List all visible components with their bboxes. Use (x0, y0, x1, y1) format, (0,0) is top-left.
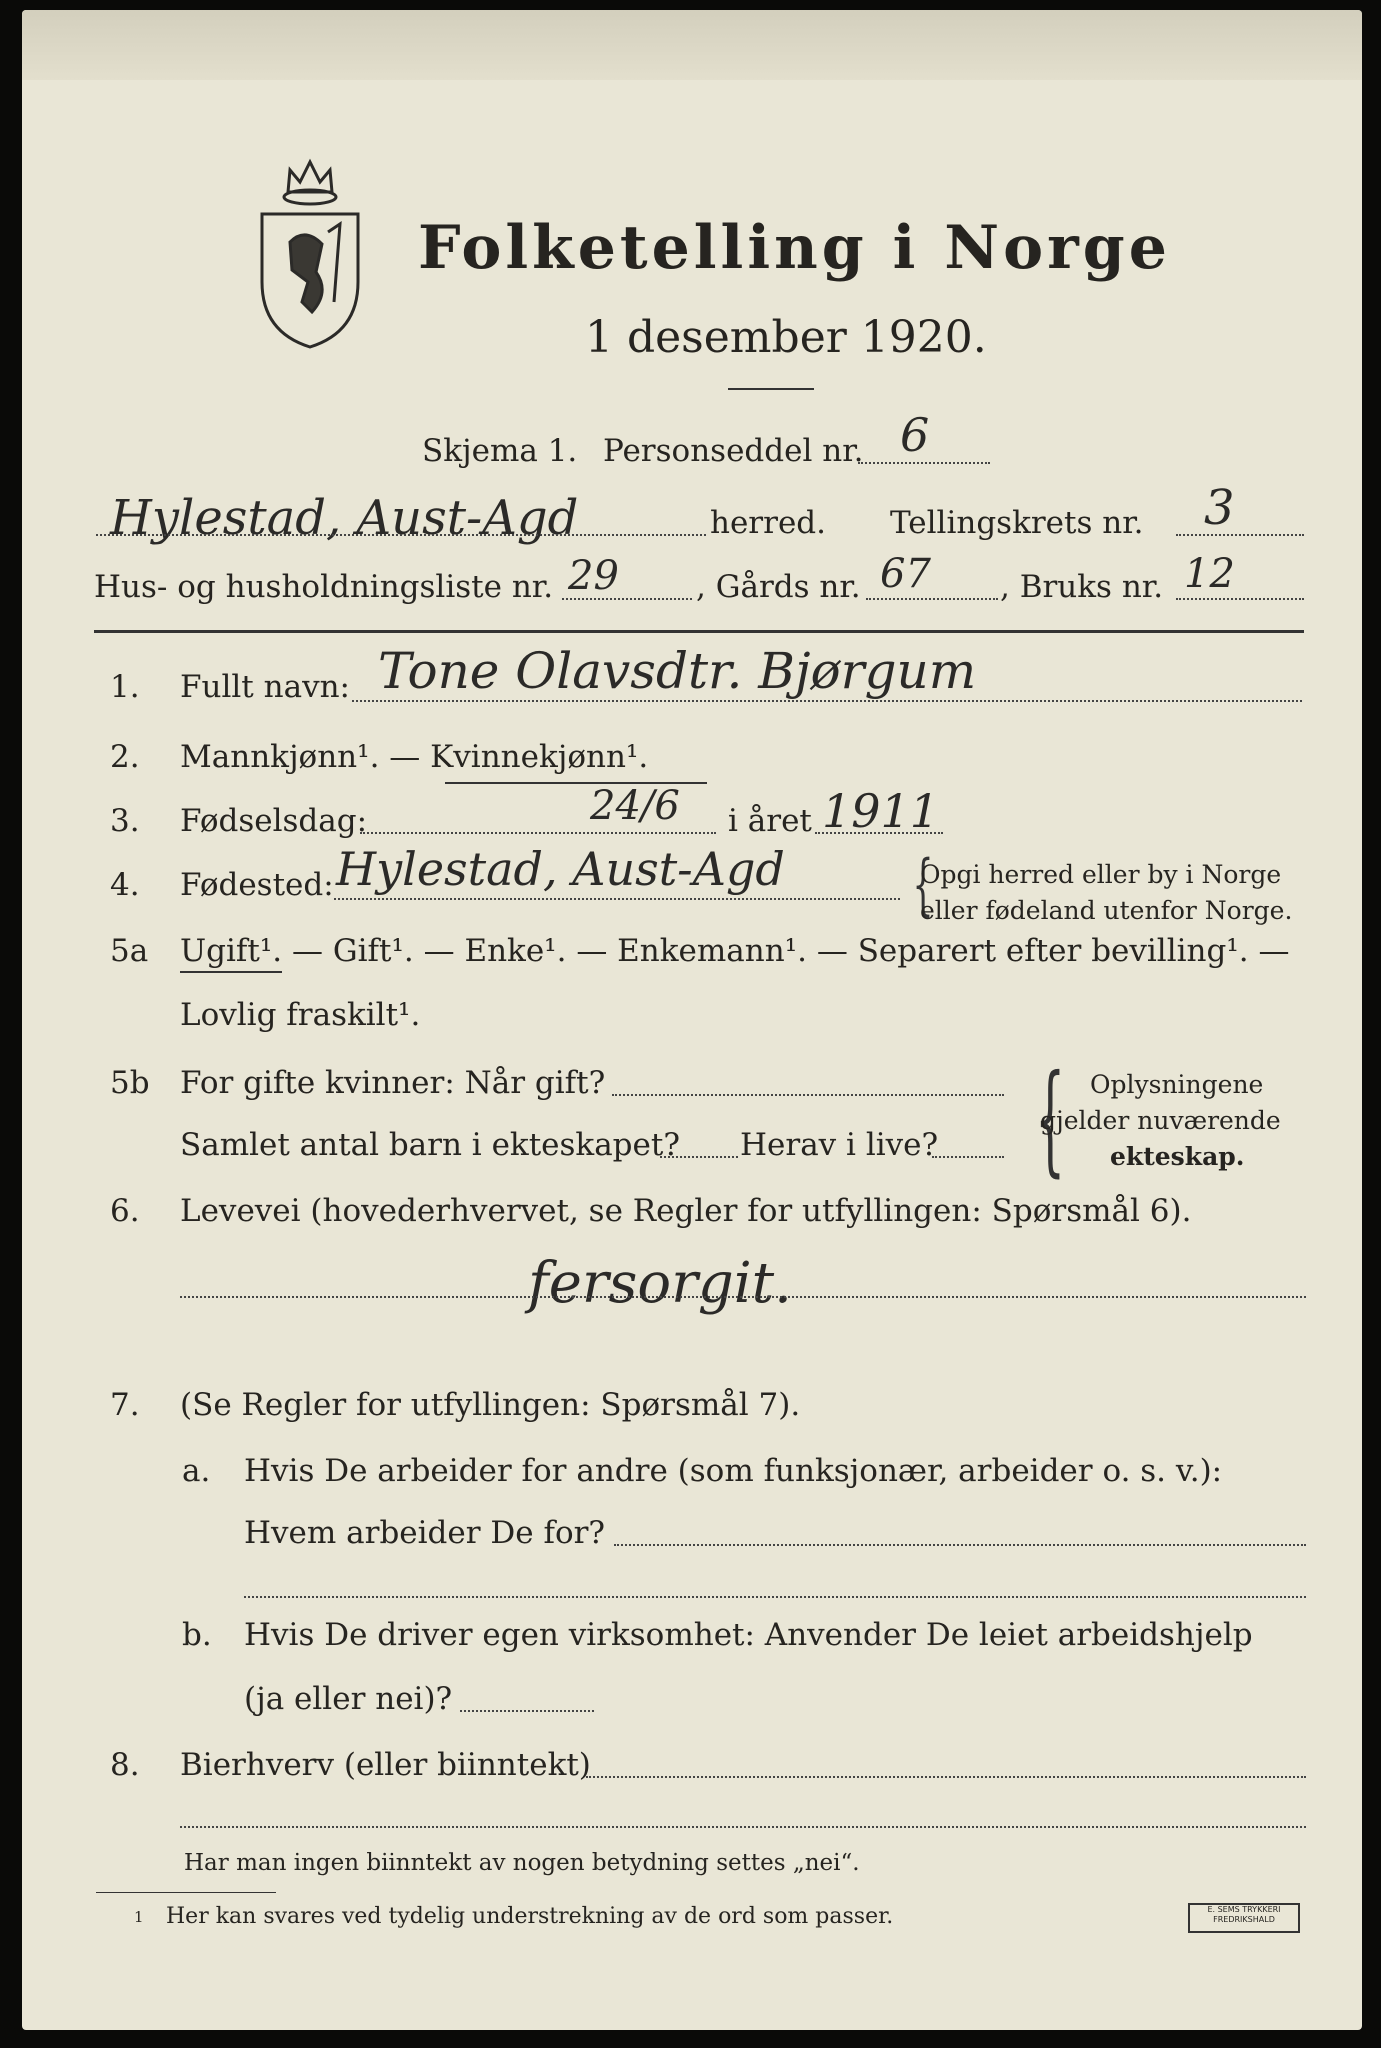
q4-note-line1: Opgi herred eller by i Norge (920, 860, 1282, 889)
herred-line (96, 534, 706, 536)
q5b-note-line3: ekteskap. (1110, 1142, 1245, 1171)
q8-label: Bierhverv (eller biinntekt) (180, 1747, 591, 1783)
census-date: 1 desember 1920. (585, 312, 987, 363)
herred-label: herred. (710, 505, 826, 541)
q1-label: Fullt navn: (180, 669, 350, 705)
q5a-ugift: Ugift¹. (180, 936, 282, 973)
q7b-line (460, 1710, 594, 1712)
q5b-label-barn: Samlet antal barn i ekteskapet? (180, 1127, 680, 1163)
q5b-number: 5b (110, 1065, 150, 1101)
q7a-line2 (244, 1596, 1306, 1598)
bruks-line (1176, 598, 1304, 600)
q5b-note-line1: Oplysningene (1090, 1070, 1264, 1099)
q1-line (352, 700, 1302, 702)
hus-label: Hus- og husholdningsliste nr. (94, 569, 554, 605)
q7b-label-line1: Hvis De driver egen virksomhet: Anvender De leiet arbeidshjelp (244, 1617, 1253, 1653)
footnote-divider (96, 1892, 276, 1893)
q1-value: Tone Olavsdtr. Bjørgum (378, 642, 977, 700)
q5b-label-gift: For gifte kvinner: Når gift? (180, 1065, 606, 1101)
q6-value: fersorgit. (528, 1251, 792, 1316)
q5b-ilive-line (932, 1156, 1004, 1158)
q7a-line1 (614, 1544, 1306, 1546)
q5b-barn-line (660, 1156, 738, 1158)
tellingskrets-label: Tellingskrets nr. (890, 505, 1144, 541)
form-title: Folketelling i Norge (418, 213, 1171, 283)
tellingskrets-line (1176, 534, 1304, 536)
paper-top-edge (22, 10, 1362, 80)
q7b-label-line2: (ja eller nei)? (244, 1681, 453, 1717)
q6-label: Levevei (hovederhvervet, se Regler for utfyllingen: Spørsmål 6). (180, 1193, 1192, 1229)
header-divider (94, 630, 1304, 633)
bruks-value: 12 (1184, 551, 1235, 597)
q3-year-value: 1911 (822, 784, 940, 838)
q2-label: Mannkjønn¹. — Kvinnekjønn¹. (180, 739, 649, 775)
herred-value: Hylestad, Aust-Agd (110, 490, 579, 546)
q7a-label-line2: Hvem arbeider De for? (244, 1515, 606, 1551)
q5a-number: 5a (110, 933, 149, 969)
q5a-line2: Lovlig fraskilt¹. (180, 997, 421, 1033)
q4-label: Fødested: (180, 867, 334, 903)
q5b-label-ilive: Herav i live? (740, 1127, 939, 1163)
q8-note: Har man ingen biinntekt av nogen betydning settes „nei“. (184, 1850, 860, 1876)
q4-line (334, 898, 900, 900)
q1-number: 1. (110, 669, 140, 705)
hus-value: 29 (568, 553, 619, 599)
q6-line (180, 1296, 1306, 1298)
title-divider (728, 388, 814, 390)
q4-number: 4. (110, 867, 140, 903)
q3-label: Fødselsdag: (180, 803, 368, 839)
printer-mark: E. SEMS TRYKKERI FREDRIKSHALD (1188, 1903, 1300, 1933)
q8-number: 8. (110, 1747, 140, 1783)
footnote-text: Her kan svares ved tydelig understrekning av de ord som passer. (166, 1904, 894, 1929)
q7-number: 7. (110, 1387, 140, 1423)
q3-number: 3. (110, 803, 140, 839)
footnote-marker: 1 (134, 1908, 144, 1926)
personseddel-value: 6 (900, 408, 930, 462)
schema-label: Skjema 1. (422, 433, 578, 469)
tellingskrets-value: 3 (1204, 480, 1235, 536)
q3-year-label: i året (728, 803, 812, 839)
q4-note-line2: eller fødeland utenfor Norge. (920, 896, 1293, 925)
bruks-label: , Bruks nr. (1000, 569, 1164, 605)
q7a-letter: a. (182, 1453, 211, 1489)
q4-value: Hylestad, Aust-Agd (336, 842, 785, 896)
q6-number: 6. (110, 1193, 140, 1229)
q8-line1 (586, 1776, 1306, 1778)
q5b-note-brace: { (1034, 1050, 1066, 1189)
q5b-gift-line (612, 1094, 1004, 1096)
q7b-letter: b. (182, 1617, 212, 1653)
q5b-note-line2: gjelder nuværende (1040, 1106, 1281, 1135)
gards-value: 67 (880, 551, 931, 597)
q5a-options: — Gift¹. — Enke¹. — Enkemann¹. — Separert efter bevilling¹. — (292, 933, 1290, 969)
q4-note-brace: { (912, 846, 934, 923)
q7a-label-line1: Hvis De arbeider for andre (som funksjonær, arbeider o. s. v.): (244, 1453, 1223, 1489)
coat-of-arms-icon (250, 152, 370, 352)
q8-line2 (180, 1826, 1306, 1828)
q7-label: (Se Regler for utfyllingen: Spørsmål 7). (180, 1387, 801, 1423)
gards-line (866, 598, 998, 600)
q3-line (360, 832, 716, 834)
personseddel-label: Personseddel nr. (603, 433, 864, 469)
q3-value: 24/6 (590, 783, 680, 829)
gards-label: , Gårds nr. (696, 569, 861, 605)
q2-number: 2. (110, 739, 140, 775)
personseddel-line (858, 462, 990, 464)
